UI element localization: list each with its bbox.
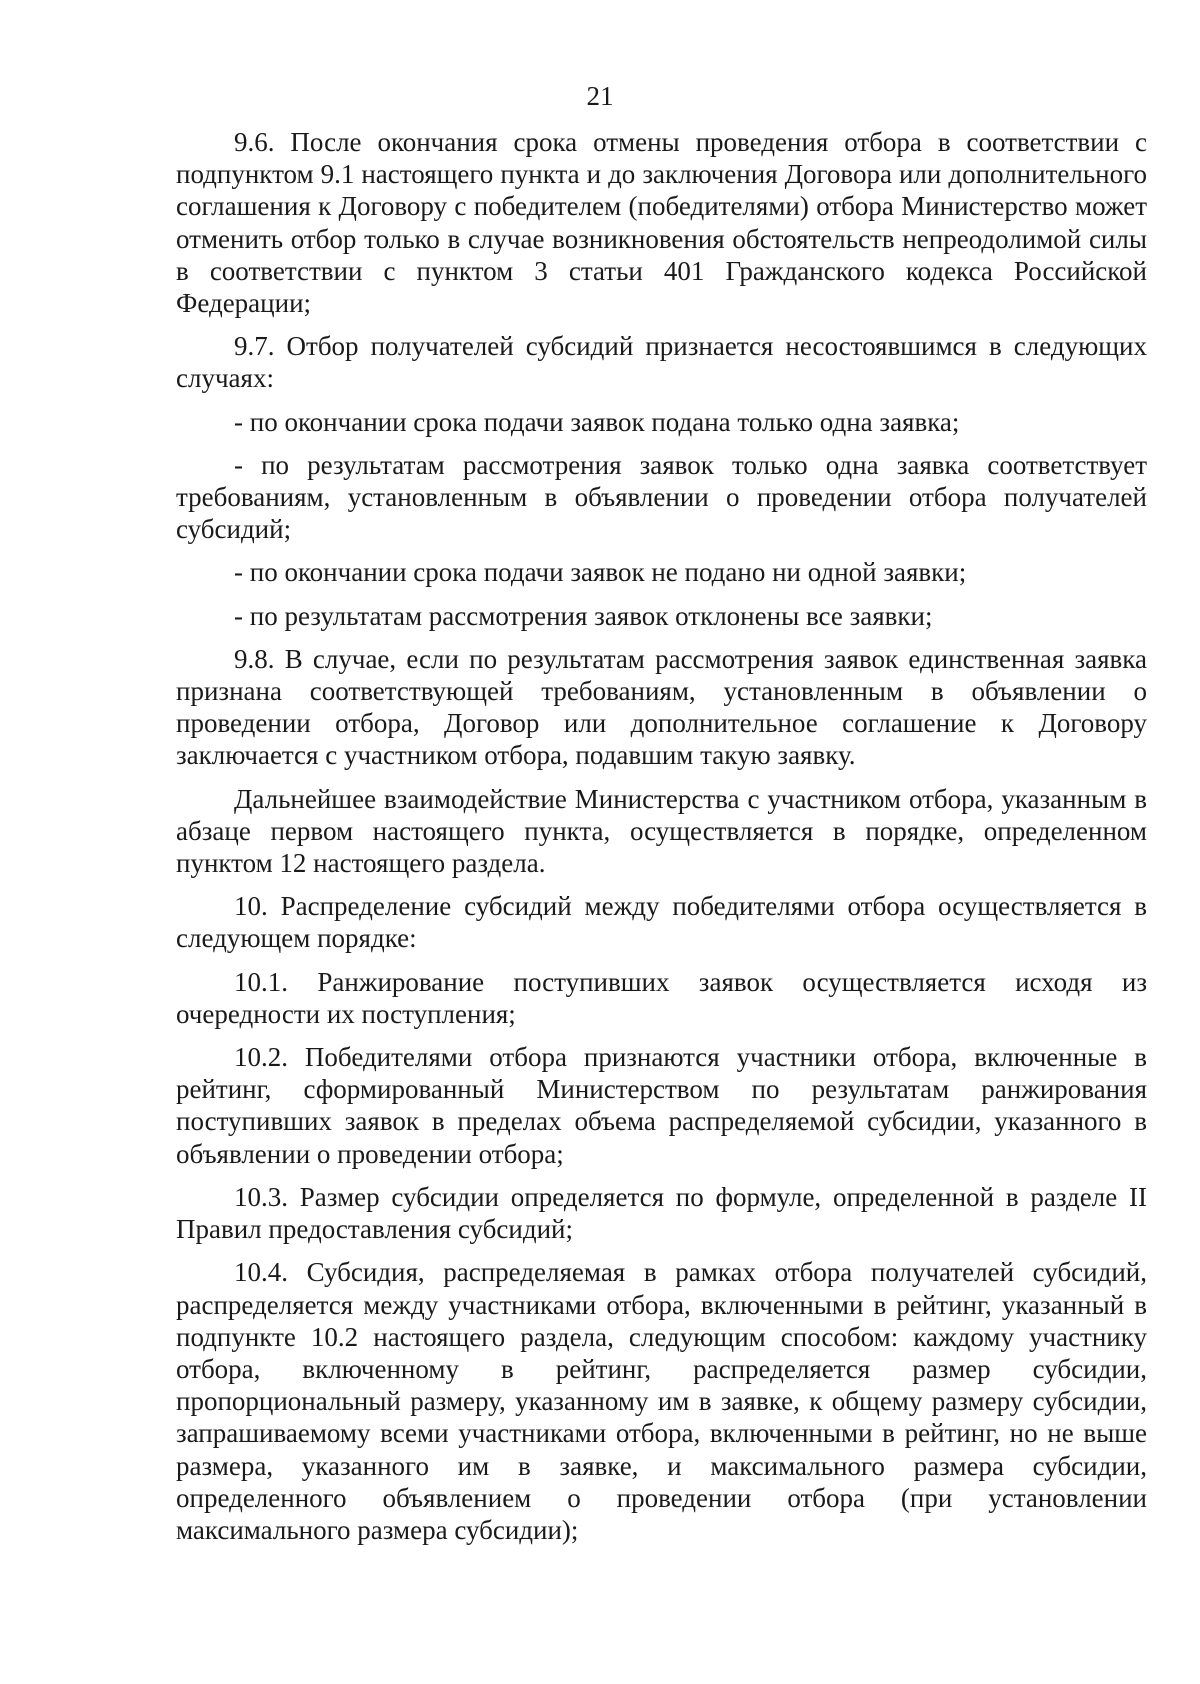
paragraph-10-4: 10.4. Субсидия, распределяемая в рамках отбора получателей субсидий, распределяется между участниками отбора, включенными в рейтинг, указанный в подпункте 10.2 настоящего раздела, следующим способом: каждому участнику отбора, включенному в рейтинг, распределяется размер субсидии, пропорциональный размеру, указанному им в заявке, к общему размеру субсидии, запрашиваемому всеми участниками отбора, включенными в рейтинг, но не выше размера, указанного им в заявке, и максимального размера субсидии, определенного объявлением о проведении отбора (при установлении максимального размера субсидии); xyxy=(176,1257,1147,1545)
paragraph-10-3: 10.3. Размер субсидии определяется по формуле, определенной в разделе II Правил предоставления субсидий; xyxy=(176,1181,1147,1245)
paragraph-9-8: 9.8. В случае, если по результатам рассмотрения заявок единственная заявка признана соответствующей требованиям, установленным в объявлении о проведении отбора, Договор или дополнительное соглашение к Договору заключается с участником отбора, подавшим такую заявку. xyxy=(176,643,1147,771)
page-number: 21 xyxy=(586,81,614,111)
list-item-single-compliant-application: - по результатам рассмотрения заявок только одна заявка соответствует требованиям, установленным в объявлении о проведении отбора получателей субсидий; xyxy=(176,449,1147,545)
paragraph-10-2: 10.2. Победителями отбора признаются участники отбора, включенные в рейтинг, сформированный Министерством по результатам ранжирования поступивших заявок в пределах объема распределяемой субсидии, указанного в объявлении о проведении отбора; xyxy=(176,1042,1147,1169)
list-item-no-applications: - по окончании срока подачи заявок не подано ни одной заявки; xyxy=(234,557,967,588)
paragraph-9-8-continuation: Дальнейшее взаимодействие Министерства с участником отбора, указанным в абзаце первом настоящего пункта, осуществляется в порядке, определенном пунктом 12 настоящего раздела. xyxy=(176,783,1147,879)
list-item-all-rejected: - по результатам рассмотрения заявок отклонены все заявки; xyxy=(234,600,933,631)
paragraph-9-6: 9.6. После окончания срока отмены проведения отбора в соответствии с подпунктом 9.1 настоящего пункта и до заключения Договора или дополнительного соглашения к Договору с победителем (победителями) отбора Министерство может отменить отбор только в случае возникновения обстоятельств непреодолимой силы в соответствии с пунктом 3 статьи 401 Гражданского кодекса Российской Федерации; xyxy=(176,127,1147,319)
paragraph-9-7: 9.7. Отбор получателей субсидий признается несостоявшимся в следующих случаях: xyxy=(176,331,1147,394)
document-body xyxy=(176,126,1147,1557)
list-item-single-application: - по окончании срока подачи заявок подана только одна заявка; xyxy=(234,406,960,437)
paragraph-10-1: 10.1. Ранжирование поступивших заявок осуществляется исходя из очередности их поступления; xyxy=(176,966,1147,1029)
paragraph-10: 10. Распределение субсидий между победителями отбора осуществляется в следующем порядке: xyxy=(176,891,1147,954)
